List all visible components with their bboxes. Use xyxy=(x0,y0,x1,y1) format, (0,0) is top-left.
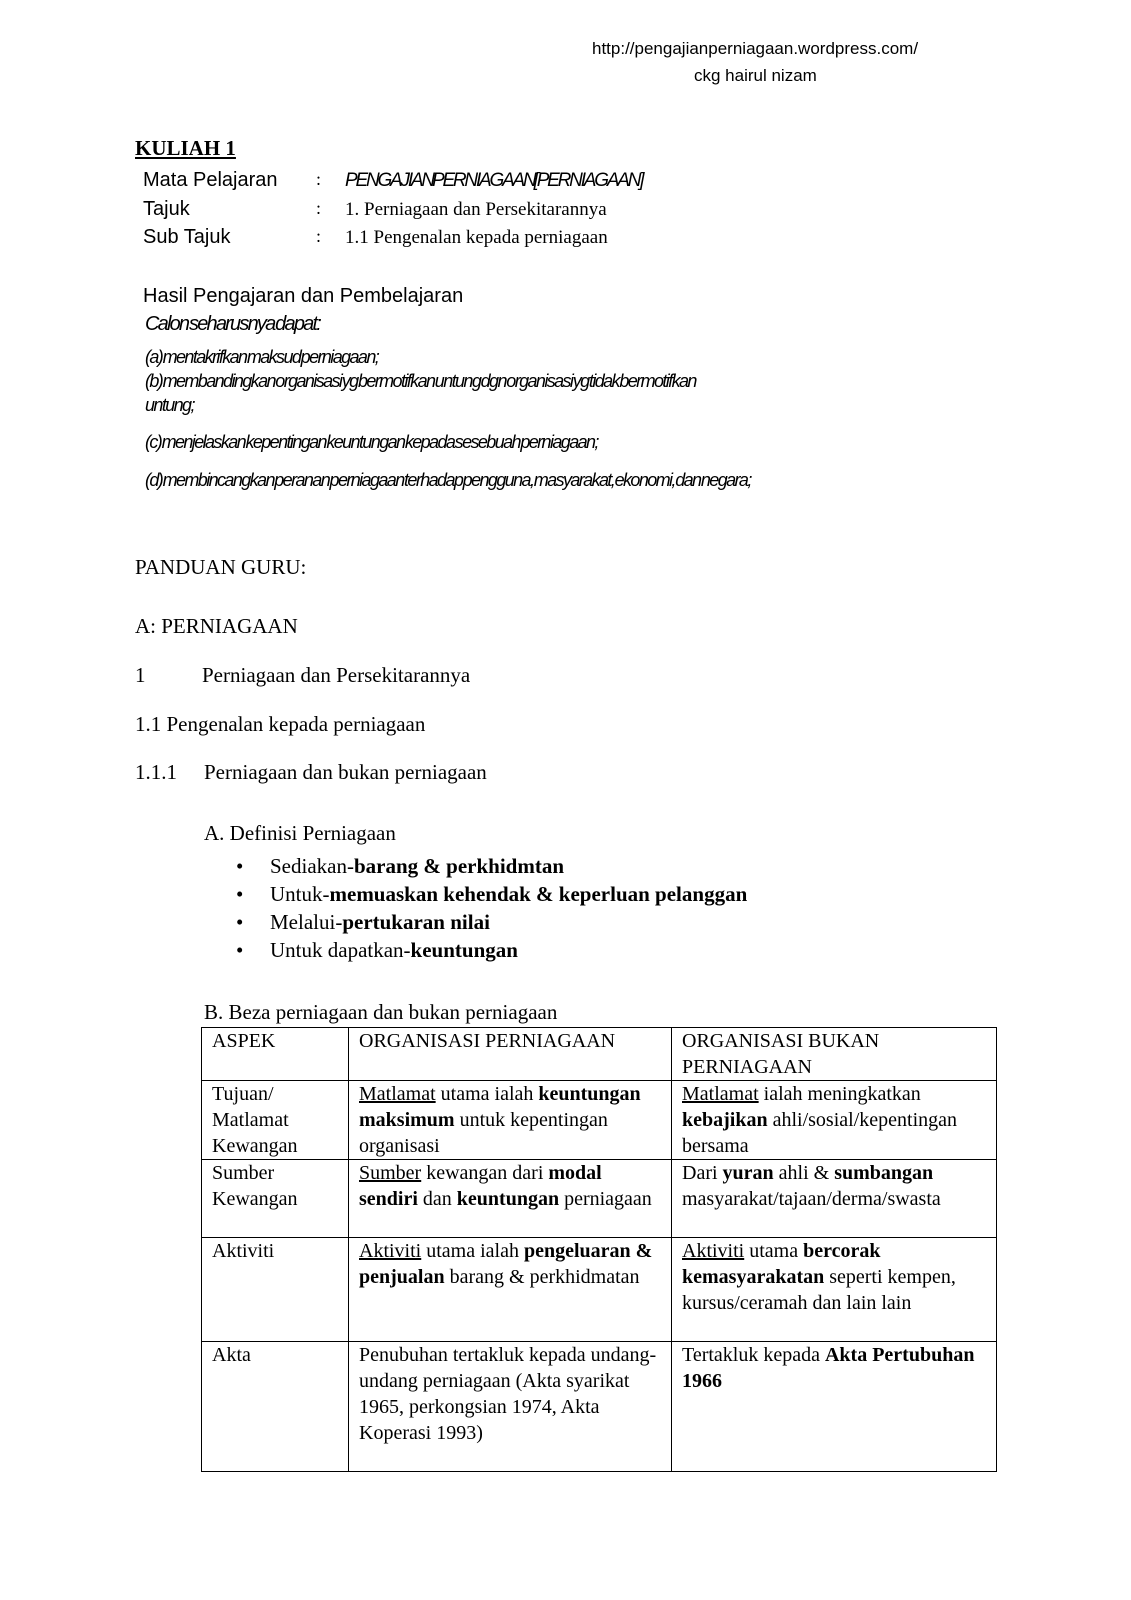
cell-text: masyarakat/tajaan/derma/swasta xyxy=(682,1188,941,1210)
list-item xyxy=(236,880,747,908)
cell-text: utama ialah xyxy=(435,1083,539,1105)
page-title: KULIAH 1 xyxy=(135,136,236,160)
cell-bold: modal sendiri xyxy=(359,1162,602,1210)
list-item-lead: Melalui- xyxy=(270,910,343,934)
meta-tajuk-label: Tajuk xyxy=(143,198,190,220)
heading-1-1: 1.1 Pengenalan kepada perniagaan xyxy=(135,712,426,736)
heading-1-1-1-text: Perniagaan dan bukan perniagaan xyxy=(204,760,487,784)
cell-bold: kebajikan xyxy=(682,1109,768,1131)
list-item-lead: Untuk- xyxy=(270,882,330,906)
list-item-lead: Untuk dapatkan- xyxy=(270,938,411,962)
cell-text: Tertakluk kepada xyxy=(682,1344,825,1366)
cell-text: kewangan dari xyxy=(421,1162,549,1184)
list-item-lead: Sediakan- xyxy=(270,854,354,878)
cell-text: dan xyxy=(417,1188,457,1210)
cell-bold: yuran xyxy=(722,1162,774,1184)
heading-1-text: Perniagaan dan Persekitarannya xyxy=(202,663,471,687)
section-a-heading: A: PERNIAGAAN xyxy=(135,614,298,638)
cell-term: Matlamat xyxy=(359,1083,436,1105)
list-item-bold: keuntungan xyxy=(410,938,518,962)
cell-bold: Akta Pertubuhan 1966 xyxy=(682,1344,975,1392)
bullet-icon: • xyxy=(236,910,244,934)
objective-item: (b) membandingkan organisasi yg bermotifkan untung dgn organisasi yg tidak bermotifkan xyxy=(145,371,696,391)
list-item xyxy=(236,908,747,936)
cell-text: ahli/sosial/kepentingan bersama xyxy=(682,1109,957,1157)
cell-term: Matlamat xyxy=(682,1083,759,1105)
cell-text: seperti kempen, kursus/ceramah dan lain lain xyxy=(682,1266,956,1314)
cell-text: untuk kepentingan organisasi xyxy=(359,1109,608,1157)
cell-term: Sumber xyxy=(359,1162,422,1184)
cell-text: Penubuhan tertakluk kepada undang-undang perniagaan (Akta syarikat 1965, perkongsian 1974, Akta Koperasi 1993) xyxy=(359,1344,657,1444)
bullet-icon: • xyxy=(236,854,244,878)
cell-bold: keuntungan maksimum xyxy=(359,1083,641,1131)
meta-colon: : xyxy=(316,169,322,189)
cell-bold: sumbangan xyxy=(834,1162,934,1184)
table-cell-perniagaan xyxy=(349,1238,672,1342)
comparison-heading: B. Beza perniagaan dan bukan perniagaan xyxy=(204,1000,558,1024)
cell-text: Dari xyxy=(682,1162,723,1184)
heading-1-1-1-number: 1.1.1 xyxy=(135,760,177,784)
header-url: http://pengajianperniagaan.wordpress.com/ xyxy=(592,39,919,58)
table-row xyxy=(202,1081,997,1160)
comparison-table xyxy=(201,1027,997,1472)
table-row xyxy=(202,1160,997,1238)
table-cell-perniagaan xyxy=(349,1342,672,1472)
table-header-cell: ORGANISASI PERNIAGAAN xyxy=(349,1028,672,1081)
table-cell-perniagaan xyxy=(349,1160,672,1238)
bullet-icon: • xyxy=(236,882,244,906)
teacher-guide-heading: PANDUAN GURU: xyxy=(135,555,307,579)
bullet-icon: • xyxy=(236,938,244,962)
cell-text: utama xyxy=(744,1240,804,1262)
list-item xyxy=(236,936,747,964)
cell-text: barang & perkhidmatan xyxy=(444,1266,640,1288)
cell-bold: bercorak kemasyarakatan xyxy=(682,1240,881,1288)
cell-bold: keuntungan xyxy=(456,1188,560,1210)
meta-tajuk-value: 1. Perniagaan dan Persekitarannya xyxy=(345,199,607,220)
list-item-bold: pertukaran nilai xyxy=(342,910,490,934)
cell-term: Aktiviti xyxy=(359,1240,422,1262)
objectives-intro: Calon seharusnya dapat: xyxy=(145,313,320,335)
cell-text: utama ialah xyxy=(421,1240,524,1262)
list-item-bold: barang & perkhidmtan xyxy=(353,854,565,878)
meta-subtajuk-value: 1.1 Pengenalan kepada perniagaan xyxy=(345,227,608,248)
meta-subtajuk-label: Sub Tajuk xyxy=(143,226,231,248)
table-cell-bukan-perniagaan xyxy=(672,1238,997,1342)
table-header-row xyxy=(202,1028,997,1081)
list-item xyxy=(236,852,747,880)
table-header-cell: ASPEK xyxy=(202,1028,349,1081)
meta-mata-label: Mata Pelajaran xyxy=(143,169,278,191)
objective-item: untung; xyxy=(145,395,194,415)
table-row xyxy=(202,1342,997,1472)
definition-list xyxy=(236,852,747,964)
table-cell-bukan-perniagaan xyxy=(672,1081,997,1160)
objective-item: (d) membincangkan peranan perniagaan terhadap pengguna, masyarakat, ekonomi, dan negara; xyxy=(145,470,751,490)
list-item-bold: memuaskan kehendak & keperluan pelanggan xyxy=(329,882,748,906)
table-header-cell: ORGANISASI BUKAN PERNIAGAAN xyxy=(672,1028,997,1081)
objective-item: (c) menjelaskan kepentingan keuntungan kepada sesebuah perniagaan; xyxy=(145,432,598,452)
table-row xyxy=(202,1238,997,1342)
cell-term: Aktiviti xyxy=(682,1240,745,1262)
table-cell-aspek: Aktiviti xyxy=(202,1238,349,1342)
table-cell-bukan-perniagaan xyxy=(672,1160,997,1238)
header-author: ckg hairul nizam xyxy=(694,66,817,85)
definition-heading: A. Definisi Perniagaan xyxy=(204,821,396,845)
meta-mata-value: PENGAJIAN PERNIAGAAN [PERNIAGAAN] xyxy=(345,170,643,191)
table-cell-aspek: Sumber Kewangan xyxy=(202,1160,349,1238)
learning-outcomes-title: Hasil Pengajaran dan Pembelajaran xyxy=(143,285,464,307)
cell-text: perniagaan xyxy=(559,1188,652,1210)
objective-item: (a) mentakrifkan maksud perniagaan; xyxy=(145,347,379,367)
table-cell-bukan-perniagaan xyxy=(672,1342,997,1472)
table-cell-aspek: Tujuan/ Matlamat Kewangan xyxy=(202,1081,349,1160)
heading-1-number: 1 xyxy=(135,663,146,687)
cell-bold: pengeluaran & penjualan xyxy=(359,1240,653,1288)
table-cell-aspek: Akta xyxy=(202,1342,349,1472)
meta-colon: : xyxy=(316,226,322,246)
cell-text: ialah meningkatkan xyxy=(758,1083,921,1105)
table-cell-perniagaan xyxy=(349,1081,672,1160)
meta-colon: : xyxy=(316,198,322,218)
cell-text: ahli & xyxy=(773,1162,835,1184)
